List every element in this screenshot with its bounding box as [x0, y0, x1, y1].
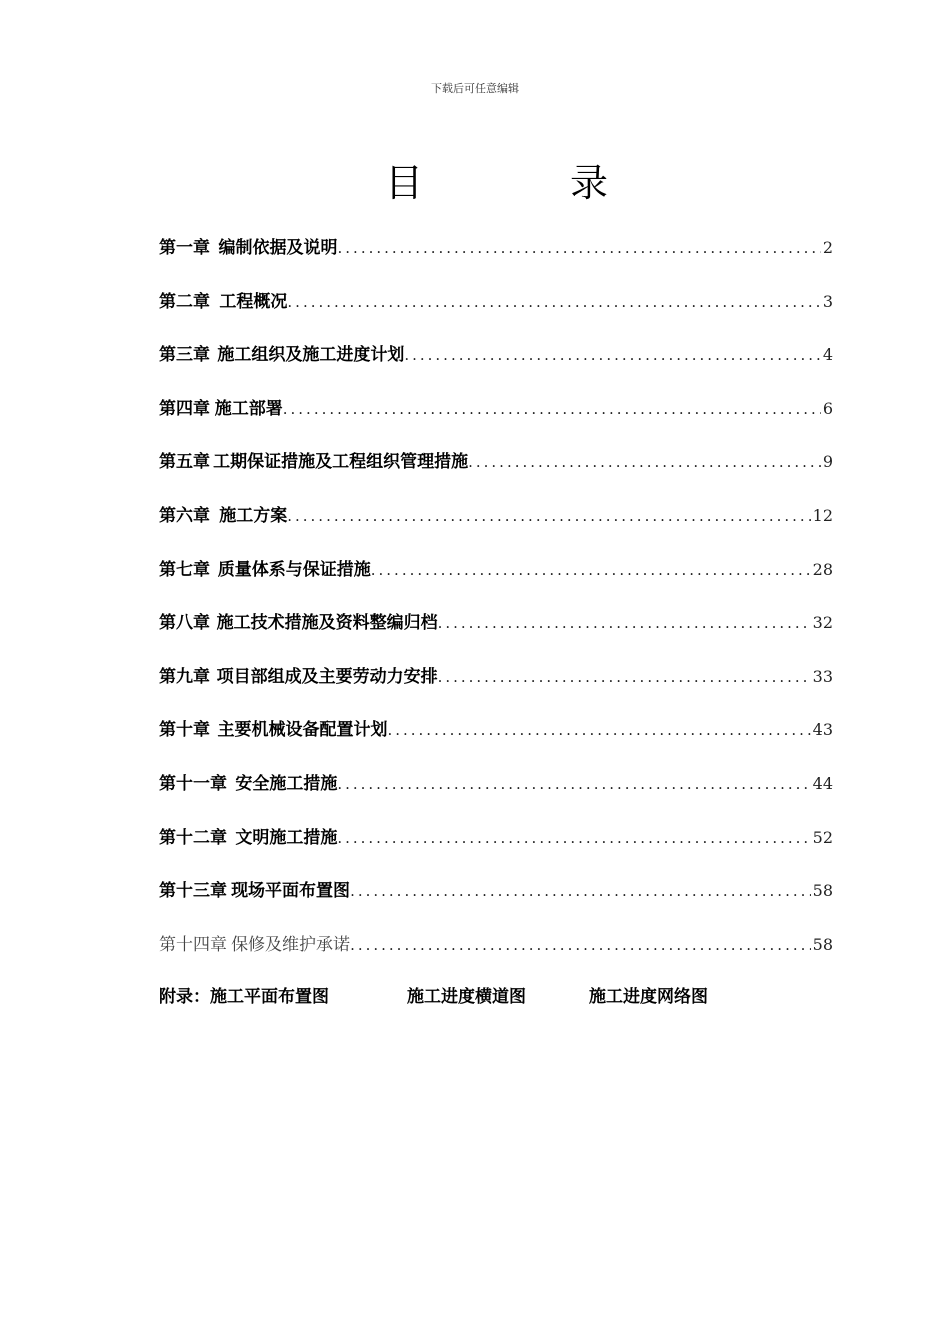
toc-entry[interactable] [159, 234, 833, 288]
toc-entry-label: 第十章 [159, 720, 210, 741]
toc-entry-label: 第五章 [159, 452, 210, 473]
toc-entry-page: 52 [812, 827, 833, 847]
appendix-line [159, 983, 833, 1011]
toc-leader-dots [468, 448, 821, 476]
toc-leader-dots [337, 824, 810, 852]
toc-entry[interactable] [159, 502, 833, 556]
toc-leader-dots [371, 556, 811, 584]
toc-entry-label: 第九章 [159, 666, 210, 687]
toc-entry-page: 58 [812, 881, 833, 901]
toc-entry-page: 28 [812, 559, 833, 579]
toc-entry-title: 安全施工措施 [235, 773, 338, 794]
toc-leader-dots [350, 877, 811, 905]
toc-entry-label: 第二章 [159, 291, 210, 312]
toc-entry-page: 6 [822, 398, 833, 418]
toc-entry[interactable] [159, 556, 833, 610]
page-header-note: 下载后可任意编辑 [431, 82, 519, 95]
toc-entry[interactable] [159, 395, 833, 449]
table-of-contents [159, 234, 833, 984]
toc-entry[interactable] [159, 288, 833, 342]
toc-entry-label: 第十四章 [159, 934, 227, 955]
toc-entry-page: 33 [812, 666, 833, 686]
appendix-label: 附录：施工平面布置图 [159, 987, 329, 1007]
toc-leader-dots [438, 609, 811, 637]
page-title [0, 160, 950, 206]
toc-entry-title: 工期保证措施及工程组织管理措施 [213, 452, 469, 473]
toc-entry[interactable] [159, 877, 833, 931]
toc-leader-dots [350, 931, 811, 959]
toc-entry-title: 编制依据及说明 [218, 238, 338, 258]
toc-entry-title: 质量体系与保证措施 [217, 559, 371, 580]
toc-leader-dots [338, 234, 821, 262]
toc-entry-label: 第七章 [159, 559, 210, 580]
toc-entry-label: 第一章 [159, 238, 210, 258]
toc-entry-title: 现场平面布置图 [231, 881, 351, 902]
title-char-1: 目 [385, 161, 424, 205]
toc-entry-page: 3 [822, 291, 833, 311]
toc-entry-title: 主要机械设备配置计划 [217, 720, 388, 741]
toc-entry-title: 项目部组成及主要劳动力安排 [216, 666, 438, 687]
toc-entry-title: 施工技术措施及资料整编归档 [216, 613, 438, 634]
title-char-2: 录 [570, 161, 609, 205]
appendix-item-gantt: 施工进度横道图 [407, 987, 526, 1007]
toc-entry[interactable] [159, 824, 833, 878]
toc-entry[interactable] [159, 609, 833, 663]
toc-entry-page: 4 [822, 345, 833, 365]
toc-leader-dots [287, 288, 820, 316]
toc-leader-dots [337, 770, 810, 798]
toc-entry-label: 第四章 [159, 398, 210, 419]
toc-entry-page: 12 [812, 505, 833, 525]
toc-leader-dots [404, 341, 820, 369]
toc-entry-page: 2 [822, 238, 833, 257]
toc-leader-dots [283, 395, 821, 423]
toc-entry-title: 保修及维护承诺 [231, 934, 351, 955]
toc-entry[interactable] [159, 663, 833, 717]
toc-entry-page: 43 [812, 720, 833, 740]
toc-entry-label: 第三章 [159, 345, 210, 366]
toc-leader-dots [438, 663, 811, 691]
toc-entry-label: 第六章 [159, 505, 210, 526]
toc-entry[interactable] [159, 716, 833, 770]
appendix-item-network: 施工进度网络图 [589, 987, 708, 1007]
toc-leader-dots [287, 502, 810, 530]
toc-entry-page: 58 [812, 934, 833, 954]
toc-entry-label: 第十二章 [159, 827, 227, 848]
toc-entry-label: 第十三章 [159, 881, 227, 902]
toc-entry-title: 施工部署 [214, 398, 283, 419]
toc-entry-page: 32 [812, 613, 833, 633]
toc-entry[interactable] [159, 770, 833, 824]
toc-entry[interactable] [159, 931, 833, 985]
toc-entry[interactable] [159, 448, 833, 502]
toc-entry-title: 工程概况 [219, 291, 288, 312]
toc-entry-page: 9 [822, 452, 833, 472]
toc-entry-label: 第八章 [159, 613, 210, 634]
toc-entry-title: 文明施工措施 [235, 827, 338, 848]
toc-entry[interactable] [159, 341, 833, 395]
toc-leader-dots [387, 716, 810, 744]
toc-entry-label: 第十一章 [159, 773, 227, 794]
toc-entry-title: 施工组织及施工进度计划 [217, 345, 405, 366]
toc-entry-page: 44 [812, 773, 833, 793]
toc-entry-title: 施工方案 [219, 505, 288, 526]
